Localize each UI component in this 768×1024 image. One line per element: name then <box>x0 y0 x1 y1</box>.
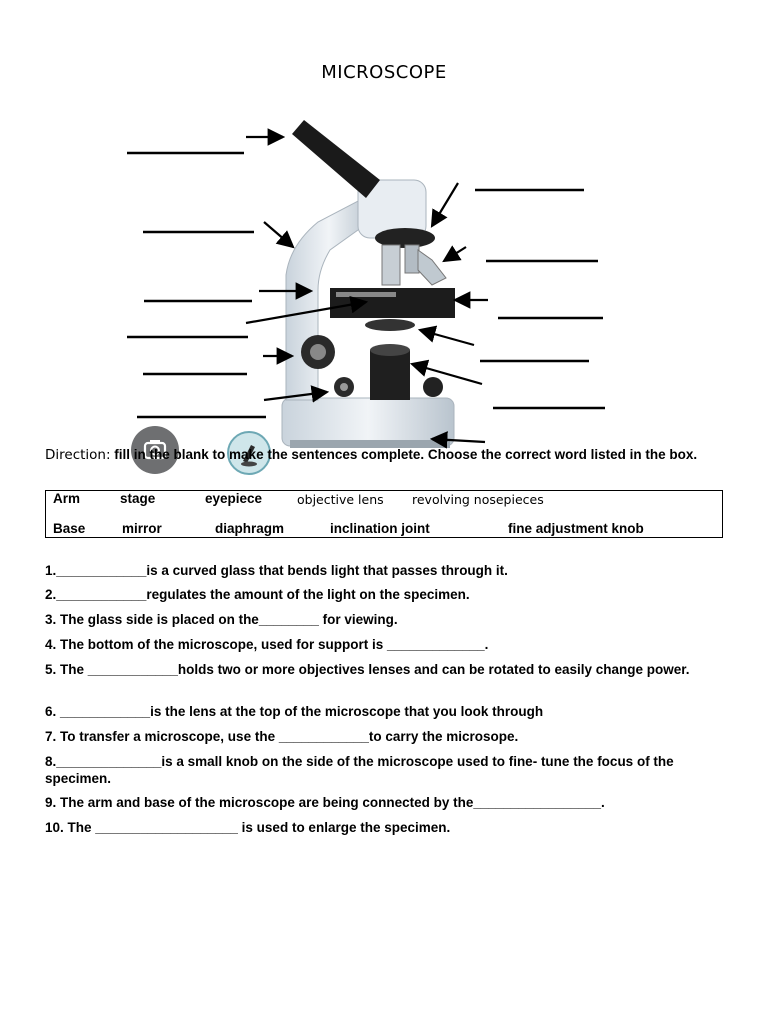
page-title: MICROSCOPE <box>321 62 447 83</box>
word-eyepiece: eyepiece <box>205 491 263 506</box>
word-arm: Arm <box>53 491 81 506</box>
question-3: 3. The glass side is placed on the________ for viewing. <box>45 612 398 627</box>
question-6: 6. ____________is the lens at the top of the microscope that you look through <box>45 704 544 719</box>
eyepiece-tube <box>292 120 380 198</box>
objective-lenses <box>382 245 446 285</box>
coarse-adjustment-knob <box>301 335 335 369</box>
label-blanks-right <box>475 190 605 408</box>
word-box <box>45 490 723 538</box>
direction-text <box>45 447 735 463</box>
label-blanks-left <box>127 153 266 417</box>
diaphragm <box>365 319 415 331</box>
direction-lead: Direction: <box>45 447 111 463</box>
word-inclination-joint: inclination joint <box>330 521 430 536</box>
microscope-stage <box>330 288 455 318</box>
word-stage: stage <box>120 491 156 506</box>
word-fine-adjustment-knob: fine adjustment knob <box>508 521 644 536</box>
question-8: 8.______________is a small knob on the side of the microscope used to fine- tune the focus of the specimen. <box>45 754 674 786</box>
question-9: 9. The arm and base of the microscope are being connected by the_________________. <box>45 795 605 810</box>
direction-body: fill in the blank to make the sentences complete. Choose the correct word listed in the box. <box>110 447 698 462</box>
question-7: 7. To transfer a microscope, use the ____________to carry the microsope. <box>45 729 519 744</box>
power-switch <box>423 377 443 397</box>
word-mirror: mirror <box>122 521 162 536</box>
microscope-diagram <box>0 110 768 455</box>
word-diaphragm: diaphragm <box>215 521 285 536</box>
microscope-base <box>282 398 454 448</box>
fine-adjustment-knob <box>334 377 354 397</box>
question-4: 4. The bottom of the microscope, used for support is _____________. <box>45 637 489 652</box>
question-10: 10. The ___________________ is used to enlarge the specimen. <box>45 820 451 835</box>
word-base: Base <box>53 521 86 536</box>
question-5: 5. The ____________holds two or more objectives lenses and can be rotated to easily change power. <box>45 662 690 677</box>
word-objective-lens: objective lens <box>297 492 384 507</box>
question-2: 2.____________regulates the amount of the light on the specimen. <box>45 587 470 602</box>
illuminator <box>370 344 410 400</box>
word-revolving-nosepieces: revolving nosepieces <box>412 492 544 507</box>
question-1: 1.____________is a curved glass that bends light that passes through it. <box>45 563 508 578</box>
